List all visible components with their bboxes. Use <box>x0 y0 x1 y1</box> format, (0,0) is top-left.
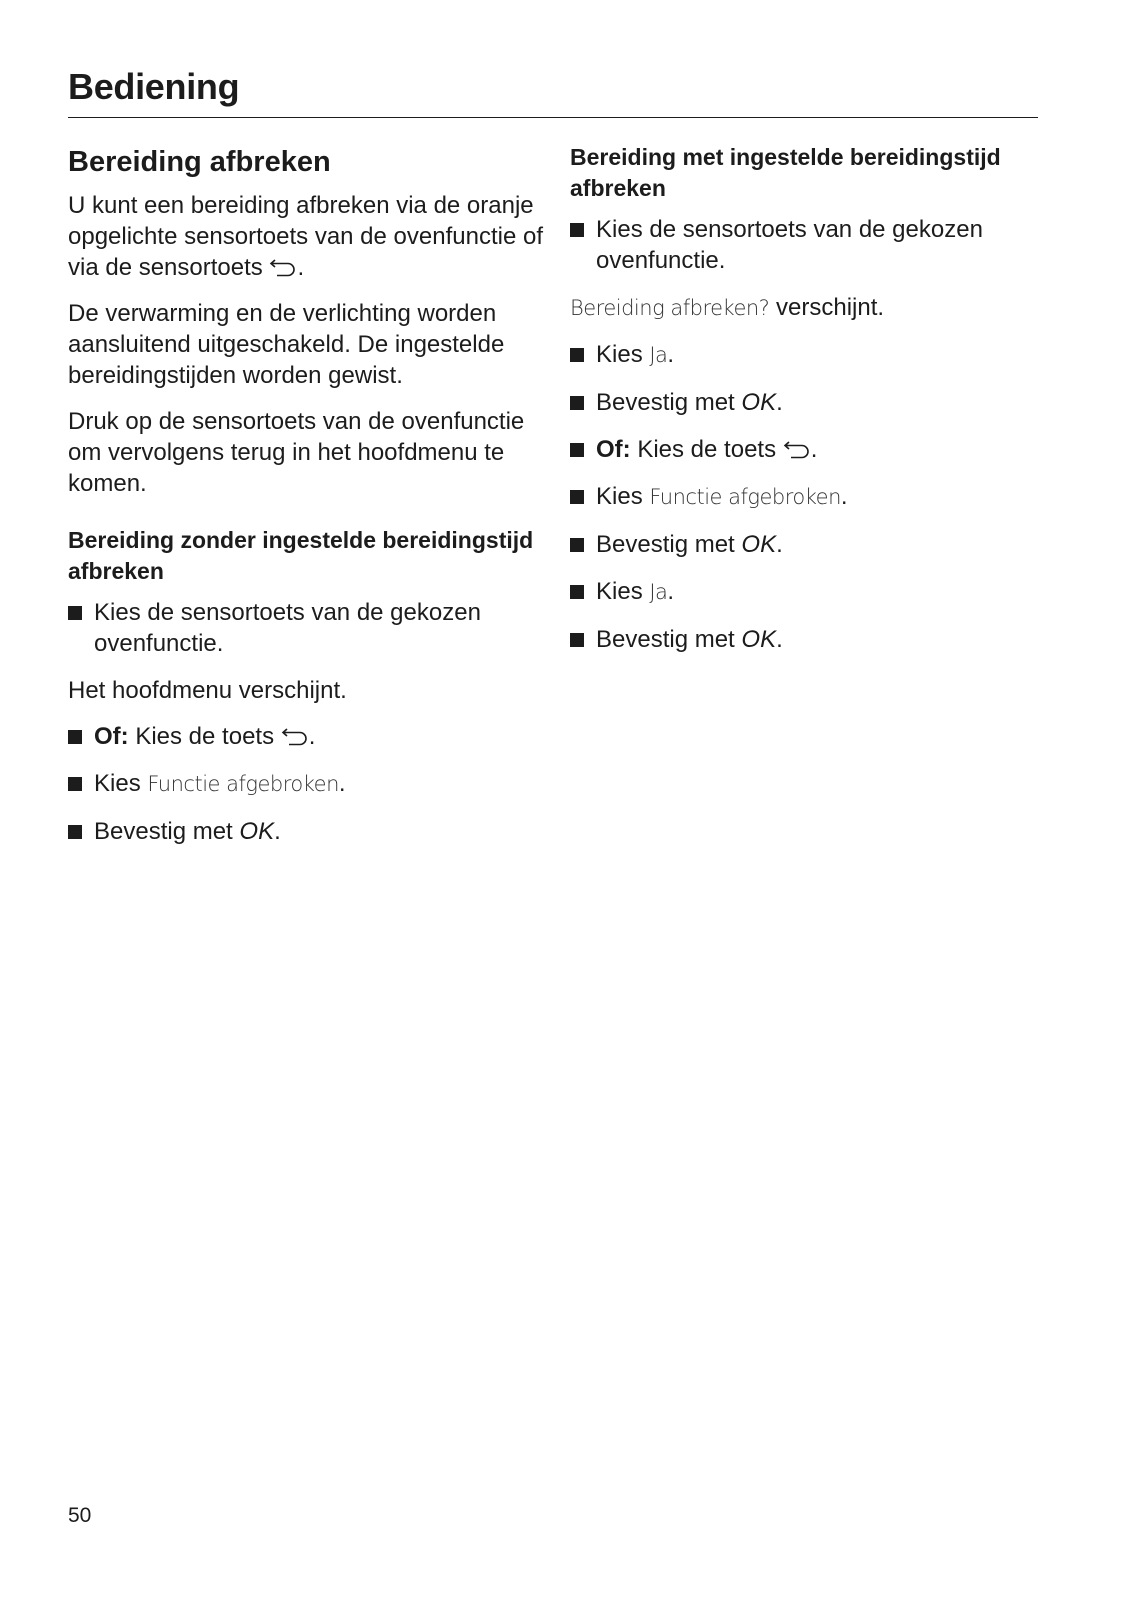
list-item <box>570 624 1045 655</box>
subsection-title: Bereiding zonder ingestelde bereidingstijd afbreken <box>68 527 534 584</box>
ok-key-label: OK <box>741 389 777 416</box>
or-prefix: Of: <box>596 436 631 463</box>
square-bullet-icon <box>570 585 584 599</box>
intro-paragraph-3: Druk op de sensortoets van de ovenfunctie om vervolgens terug in het hoofdmenu te komen. <box>68 408 525 497</box>
right-column <box>570 142 1045 671</box>
square-bullet-icon <box>570 348 584 362</box>
list-item <box>570 576 1045 608</box>
step-text: Kies <box>94 770 141 797</box>
step-text: Bevestig met <box>596 626 735 653</box>
step-text: Kies de toets <box>637 436 777 463</box>
square-bullet-icon <box>570 223 584 237</box>
header-divider <box>68 117 1038 118</box>
step-end: . <box>274 818 281 845</box>
step-text: Kies <box>596 341 643 368</box>
step-end: . <box>776 531 783 558</box>
step-text: Bevestig met <box>596 531 735 558</box>
intro-text-1-end: . <box>297 254 305 281</box>
list-item <box>570 339 1045 371</box>
step-end: . <box>667 578 675 605</box>
ok-key-label: OK <box>741 626 777 653</box>
list-item <box>570 481 1045 513</box>
list-item <box>68 721 548 752</box>
page-number: 50 <box>68 1504 92 1527</box>
list-item <box>570 387 1045 418</box>
display-text: Functie afgebroken <box>649 485 841 509</box>
square-bullet-icon <box>68 777 82 791</box>
list-item <box>68 597 548 659</box>
display-text: Ja <box>649 343 668 367</box>
display-text: Functie afgebroken <box>147 772 339 796</box>
or-prefix: Of: <box>94 723 129 750</box>
step-text: Kies <box>596 578 643 605</box>
square-bullet-icon <box>68 730 82 744</box>
steps-list-a <box>68 597 548 659</box>
square-bullet-icon <box>570 490 584 504</box>
square-bullet-icon <box>68 606 82 620</box>
step-end: . <box>338 770 346 797</box>
square-bullet-icon <box>570 443 584 457</box>
square-bullet-icon <box>570 633 584 647</box>
list-item <box>570 214 1045 276</box>
intro-text-1: U kunt een bereiding afbreken via de oranje opgelichte sensortoets van de ovenfunctie of via de sensortoets <box>68 192 543 281</box>
step-end: . <box>840 483 848 510</box>
result-suffix: verschijnt. <box>776 294 885 321</box>
display-text: Bereiding afbreken? <box>570 296 770 320</box>
step-end: . <box>776 626 783 653</box>
result-text: Het hoofdmenu verschijnt. <box>68 677 347 704</box>
display-text: Ja <box>649 580 668 604</box>
list-item <box>570 434 1045 465</box>
step-text: Kies de sensortoets van de gekozen ovenfunctie. <box>596 216 983 274</box>
step-text: Bevestig met <box>596 389 735 416</box>
left-column <box>68 142 548 863</box>
step-text: Kies <box>596 483 643 510</box>
back-arrow-icon <box>281 726 309 746</box>
page-title: Bediening <box>68 66 240 107</box>
step-end: . <box>776 389 783 416</box>
ok-key-label: OK <box>741 531 777 558</box>
steps-list-b <box>68 721 548 847</box>
list-item <box>68 816 548 847</box>
step-text: Kies de sensortoets van de gekozen ovenfunctie. <box>94 599 481 657</box>
square-bullet-icon <box>570 538 584 552</box>
list-item <box>68 768 548 800</box>
step-text: Bevestig met <box>94 818 233 845</box>
steps-list-d <box>570 339 1045 655</box>
list-item <box>570 529 1045 560</box>
steps-list-c <box>570 214 1045 276</box>
page-header <box>68 64 1038 110</box>
square-bullet-icon <box>570 396 584 410</box>
step-end: . <box>810 436 818 463</box>
intro-paragraph-2: De verwarming en de verlichting worden aansluitend uitgeschakeld. De ingestelde bereidingstijden worden gewist. <box>68 300 505 389</box>
ok-key-label: OK <box>239 818 275 845</box>
section-title: Bereiding afbreken <box>68 146 331 178</box>
back-arrow-icon <box>269 257 297 277</box>
subsection-title: Bereiding met ingestelde bereidingstijd afbreken <box>570 144 1001 201</box>
back-arrow-icon <box>783 439 811 459</box>
step-text: Kies de toets <box>135 723 275 750</box>
step-end: . <box>308 723 316 750</box>
square-bullet-icon <box>68 825 82 839</box>
intro-paragraph-1 <box>68 190 548 283</box>
step-end: . <box>667 341 675 368</box>
result-text <box>570 292 1045 324</box>
